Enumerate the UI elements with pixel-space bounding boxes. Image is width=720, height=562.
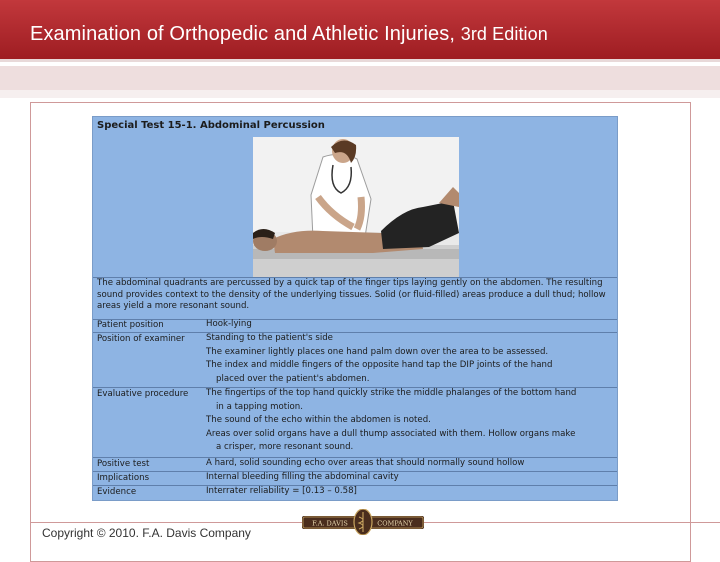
- card-title: Special Test 15-1. Abdominal Percussion: [97, 120, 325, 131]
- copyright-text: Copyright © 2010. F.A. Davis Company: [42, 526, 251, 540]
- procedure-line: Areas over solid organs have a dull thump associated with them. Hollow organs make: [206, 428, 576, 439]
- evidence-label: Evidence: [97, 487, 137, 497]
- fa-davis-logo: [302, 509, 424, 535]
- positive-test-label: Positive test: [97, 459, 150, 469]
- test-description: The abdominal quadrants are percussed by a quick tap of the finger tips laying gently on the abdomen. The resulting sound provides context to the density of the underlying tissues. Solid (or fluid-filled) areas produce a dull thud; hollow areas yield a more resonant sound.: [97, 278, 606, 312]
- procedure-line: The sound of the echo within the abdomen is noted.: [206, 415, 431, 425]
- implications-value: Internal bleeding filling the abdominal cavity: [206, 472, 399, 482]
- positive-test-value: A hard, solid sounding echo over areas that should normally sound hollow: [206, 458, 525, 468]
- special-test-card: [92, 116, 618, 501]
- evaluative-procedure-label: Evaluative procedure: [97, 389, 189, 399]
- header-strip: [0, 66, 720, 90]
- percussion-photo: [253, 137, 459, 277]
- examiner-line: placed over the patient's abdomen.: [216, 373, 370, 384]
- procedure-line: a crisper, more resonant sound.: [216, 442, 354, 452]
- examiner-position-value: [206, 332, 552, 386]
- logo-right-text: COMPANY: [377, 519, 413, 528]
- procedure-line: The fingertips of the top hand quickly strike the middle phalanges of the bottom hand: [206, 388, 577, 398]
- patient-position-label: Patient position: [97, 320, 164, 330]
- procedure-line: in a tapping motion.: [216, 401, 303, 412]
- examiner-line: Standing to the patient's side: [206, 333, 333, 343]
- title-bar: [0, 0, 720, 62]
- row-divider: [93, 319, 617, 320]
- edition-label: 3rd Edition: [460, 24, 548, 44]
- patient-position-value: Hook-lying: [206, 319, 252, 329]
- evaluative-procedure-value: [206, 387, 576, 455]
- logo-left-text: F.A. DAVIS: [312, 519, 348, 528]
- implications-label: Implications: [97, 473, 150, 483]
- examiner-line: The index and middle fingers of the opposite hand tap the DIP joints of the hand: [206, 360, 553, 370]
- examiner-position-label: Position of examiner: [97, 334, 185, 344]
- slide-title: Examination of Orthopedic and Athletic Injuries, 3rd Edition: [30, 23, 548, 45]
- header-strip-light: [0, 90, 720, 98]
- examiner-line: The examiner lightly places one hand palm down over the area to be assessed.: [206, 346, 549, 357]
- evidence-value: Interrater reliability = [0.13 – 0.58]: [206, 486, 357, 496]
